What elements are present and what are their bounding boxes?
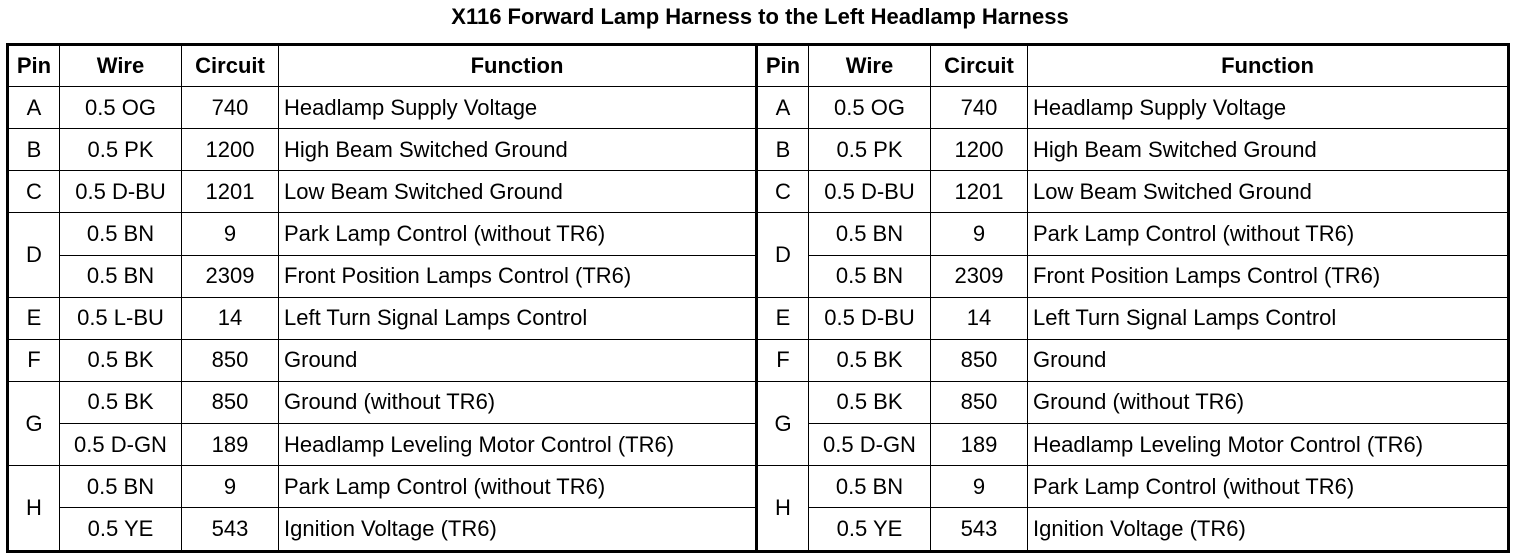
circuit-cell: 1200	[182, 129, 279, 171]
wire-cell: 0.5 L-BU	[60, 297, 182, 339]
wire-cell: 0.5 BK	[809, 339, 931, 381]
pin-cell: D	[757, 213, 809, 297]
document-title: X116 Forward Lamp Harness to the Left Headlamp Harness	[451, 4, 1069, 29]
function-cell: Ground	[1028, 339, 1509, 381]
pin-cell: D	[8, 213, 60, 297]
header-row	[8, 45, 1509, 87]
wire-cell: 0.5 PK	[809, 129, 931, 171]
function-cell: Left Turn Signal Lamps Control	[279, 297, 757, 339]
circuit-cell: 850	[182, 381, 279, 423]
circuit-cell: 850	[931, 381, 1028, 423]
header-wire: Wire	[60, 45, 182, 87]
function-cell: Headlamp Leveling Motor Control (TR6)	[1028, 424, 1509, 466]
circuit-cell: 14	[931, 297, 1028, 339]
function-cell: Ignition Voltage (TR6)	[1028, 508, 1509, 552]
circuit-cell: 850	[931, 339, 1028, 381]
wire-cell: 0.5 D-BU	[809, 297, 931, 339]
function-cell: Headlamp Supply Voltage	[1028, 87, 1509, 129]
wire-cell: 0.5 BK	[809, 381, 931, 423]
pin-cell: F	[8, 339, 60, 381]
table-row	[8, 171, 1509, 213]
pin-cell: C	[757, 171, 809, 213]
header-function: Function	[1028, 45, 1509, 87]
pin-cell: E	[8, 297, 60, 339]
function-cell: Park Lamp Control (without TR6)	[279, 466, 757, 508]
function-cell: Front Position Lamps Control (TR6)	[279, 255, 757, 297]
function-cell: Headlamp Supply Voltage	[279, 87, 757, 129]
header-pin: Pin	[757, 45, 809, 87]
header-circuit: Circuit	[931, 45, 1028, 87]
wire-cell: 0.5 BK	[60, 339, 182, 381]
wire-cell: 0.5 YE	[60, 508, 182, 552]
function-cell: Front Position Lamps Control (TR6)	[1028, 255, 1509, 297]
wire-cell: 0.5 BN	[60, 255, 182, 297]
pin-cell: C	[8, 171, 60, 213]
circuit-cell: 9	[931, 213, 1028, 255]
circuit-cell: 543	[182, 508, 279, 552]
circuit-cell: 850	[182, 339, 279, 381]
pin-cell: G	[757, 381, 809, 465]
function-cell: Park Lamp Control (without TR6)	[1028, 213, 1509, 255]
table-row	[8, 297, 1509, 339]
pinout-body	[8, 87, 1509, 552]
wire-cell: 0.5 YE	[809, 508, 931, 552]
circuit-cell: 740	[182, 87, 279, 129]
wire-cell: 0.5 BN	[60, 466, 182, 508]
pin-cell: F	[757, 339, 809, 381]
pin-cell: B	[757, 129, 809, 171]
circuit-cell: 740	[931, 87, 1028, 129]
header-function: Function	[279, 45, 757, 87]
pin-cell: H	[8, 466, 60, 552]
wire-cell: 0.5 OG	[60, 87, 182, 129]
wire-cell: 0.5 D-GN	[60, 424, 182, 466]
function-cell: Park Lamp Control (without TR6)	[279, 213, 757, 255]
function-cell: High Beam Switched Ground	[279, 129, 757, 171]
function-cell: Ground (without TR6)	[279, 381, 757, 423]
circuit-cell: 1201	[931, 171, 1028, 213]
pin-cell: B	[8, 129, 60, 171]
wire-cell: 0.5 D-GN	[809, 424, 931, 466]
function-cell: High Beam Switched Ground	[1028, 129, 1509, 171]
circuit-cell: 543	[931, 508, 1028, 552]
circuit-cell: 14	[182, 297, 279, 339]
wire-cell: 0.5 BK	[60, 381, 182, 423]
wire-cell: 0.5 D-BU	[809, 171, 931, 213]
table-row	[8, 129, 1509, 171]
function-cell: Low Beam Switched Ground	[279, 171, 757, 213]
table-row	[8, 381, 1509, 423]
function-cell: Ground	[279, 339, 757, 381]
function-cell: Headlamp Leveling Motor Control (TR6)	[279, 424, 757, 466]
pin-cell: G	[8, 381, 60, 465]
header-circuit: Circuit	[182, 45, 279, 87]
circuit-cell: 1200	[931, 129, 1028, 171]
circuit-cell: 1201	[182, 171, 279, 213]
function-cell: Ground (without TR6)	[1028, 381, 1509, 423]
pin-cell: E	[757, 297, 809, 339]
function-cell: Low Beam Switched Ground	[1028, 171, 1509, 213]
pin-cell: H	[757, 466, 809, 552]
header-pin: Pin	[8, 45, 60, 87]
wire-cell: 0.5 D-BU	[60, 171, 182, 213]
function-cell: Left Turn Signal Lamps Control	[1028, 297, 1509, 339]
circuit-cell: 9	[182, 466, 279, 508]
wire-cell: 0.5 BN	[809, 466, 931, 508]
wire-cell: 0.5 BN	[809, 213, 931, 255]
circuit-cell: 189	[931, 424, 1028, 466]
circuit-cell: 2309	[931, 255, 1028, 297]
table-row	[8, 466, 1509, 508]
circuit-cell: 189	[182, 424, 279, 466]
circuit-cell: 9	[182, 213, 279, 255]
circuit-cell: 9	[931, 466, 1028, 508]
pin-cell: A	[8, 87, 60, 129]
pin-cell: A	[757, 87, 809, 129]
pinout-table	[6, 43, 1510, 553]
wire-cell: 0.5 OG	[809, 87, 931, 129]
table-row	[8, 339, 1509, 381]
header-wire: Wire	[809, 45, 931, 87]
table-row	[8, 213, 1509, 255]
function-cell: Ignition Voltage (TR6)	[279, 508, 757, 552]
table-row	[8, 87, 1509, 129]
circuit-cell: 2309	[182, 255, 279, 297]
wire-cell: 0.5 PK	[60, 129, 182, 171]
wire-cell: 0.5 BN	[809, 255, 931, 297]
function-cell: Park Lamp Control (without TR6)	[1028, 466, 1509, 508]
wire-cell: 0.5 BN	[60, 213, 182, 255]
